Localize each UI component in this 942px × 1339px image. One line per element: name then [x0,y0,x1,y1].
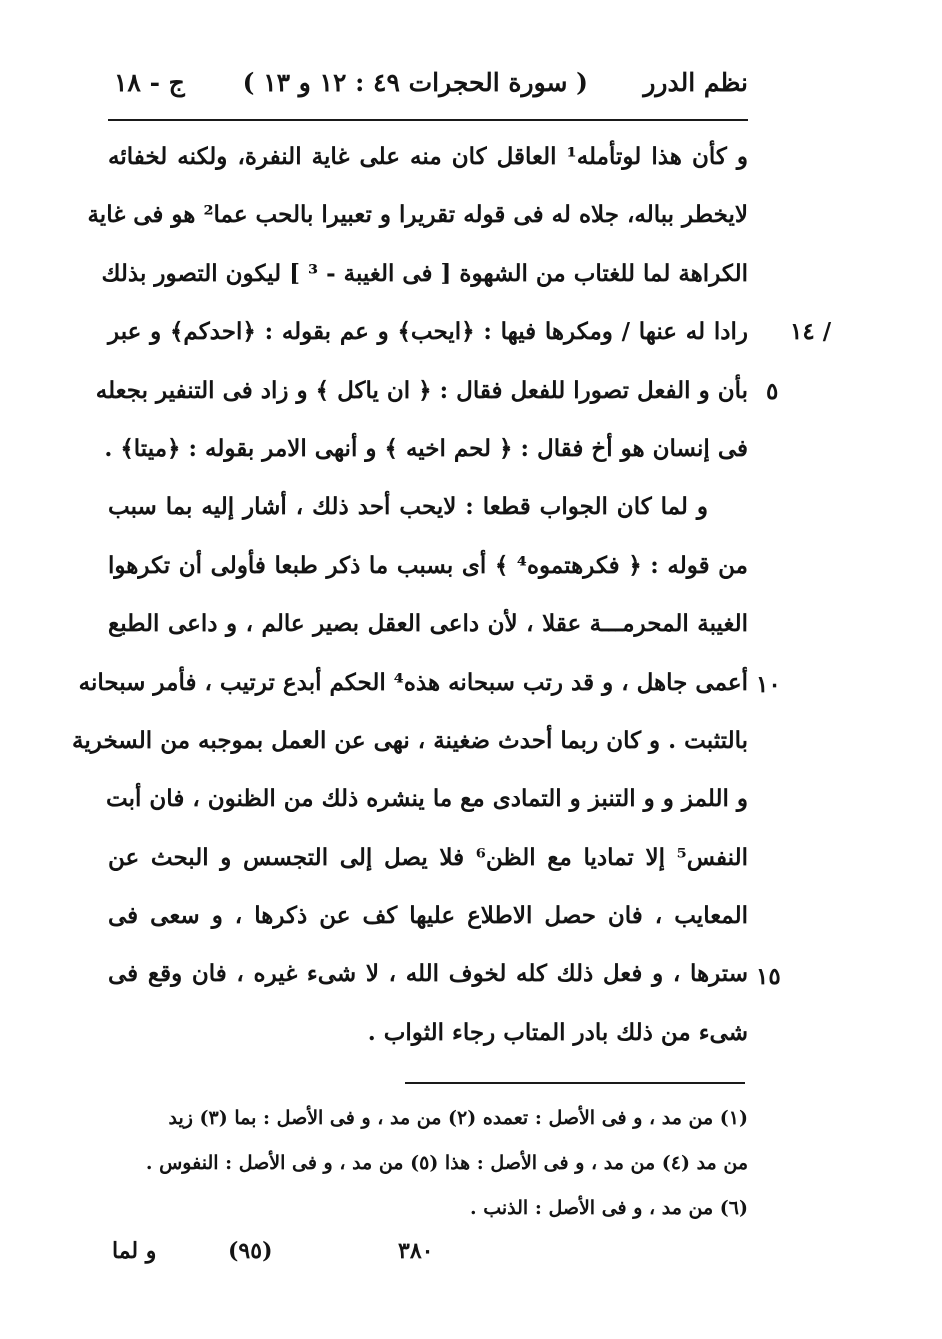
text-line: من قوله : ﴿ فكرهتموه⁴ ﴾ أى بسبب ما ذكر طبعا فأولى أن تكرهوا [108,551,748,579]
margin-line-number-10: ١٠ [756,671,781,698]
main-text [72,134,748,1068]
margin-line-number-5: ٥ [766,378,779,405]
text-line: لايخطر بباله، جلاه له فى قوله تقريرا و تعبيرا بالحب عما² هو فى غاية [87,201,748,229]
text-line: أعمى جاهل ، و قد رتب سبحانه هذه⁴ الحكم أبدع ترتيب ، فأمر سبحانه [78,668,748,696]
text-line: المعايب ، فان حصل الاطلاع عليها كف عن ذكرها ، و سعى فى [108,902,748,930]
text-line: الكراهة لما للغتاب من الشهوة [ فى الغيبة - ³ ] ليكون التصور بذلك [101,259,748,287]
page-number: ٣٨٠ [398,1238,434,1264]
header-rule [108,119,748,121]
text-line: سترها ، و فعل ذلك كله لخوف الله ، لا شىء غيره ، فان وقع فى [108,960,748,988]
header-surah-reference: ( سورة الحجرات ٤٩ : ١٢ و ١٣ ) [242,68,588,97]
text-line: و لما كان الجواب قطعا : لايحب أحد ذلك ، أشار إليه بما سبب [108,493,708,521]
text-line: بأن و الفعل تصورا للفعل فقال : ﴿ ان ياكل ﴾ و زاد فى التنفير بجعله [95,376,748,404]
text-line: رادا له عنها / ومكرها فيها : ﴿ايحب﴾ و عم بقوله : ﴿احدكم﴾ و عبر [108,318,748,346]
text-line: و اللمز و و التنبز و التمادى مع ما ينشره ذلك من الظنون ، فان أبت [106,785,748,813]
footnote-line: من مد (٤) من مد ، و فى الأصل : هذا (٥) من مد ، و فى الأصل : النفوس . [145,1152,748,1174]
footnote-line: (١) من مد ، و فى الأصل : تعمده (٢) من مد ، و فى الأصل : بما (٣) زيد [168,1107,748,1129]
page-footer [108,1238,748,1278]
footnote-line: (٦) من مد ، و فى الأصل : الذنب . [469,1197,748,1219]
text-line: النفس⁵ إلا تماديا مع الظن⁶ فلا يصل إلى التجسس و البحث عن [108,843,748,871]
header-book-title: نظم الدرر [643,68,748,97]
text-line: فى إنسان هو أخ فقال : ﴿ لحم اخيه ﴾ و أنهى الامر بقوله : ﴿ميتا﴾ . [104,434,748,462]
volume-marker: (٩٥) [228,1238,273,1264]
text-line: و كأن هذا لوتأمله¹ العاقل كان منه على غاية النفرة، ولكنه لخفائه [108,143,748,170]
margin-line-number-15: ١٥ [756,963,781,990]
footnotes [108,1098,748,1233]
text-line: الغيبة المحرمـــة عقلا ، لأن داعى العقل بصير عالم ، و داعى الطبع [108,610,748,638]
running-header [108,68,748,108]
header-volume-number: ج - ١٨ [114,68,185,97]
text-line: شىء من ذلك بادر المتاب رجاء الثواب . [367,1018,748,1046]
catchword: و لما [112,1238,157,1264]
margin-folio-marker: ١٤ / [790,318,832,345]
footnote-rule [405,1082,745,1084]
text-line: بالتثبت . و كان ربما أحدث ضغينة ، نهى عن العمل بموجبه من السخرية [72,726,748,754]
